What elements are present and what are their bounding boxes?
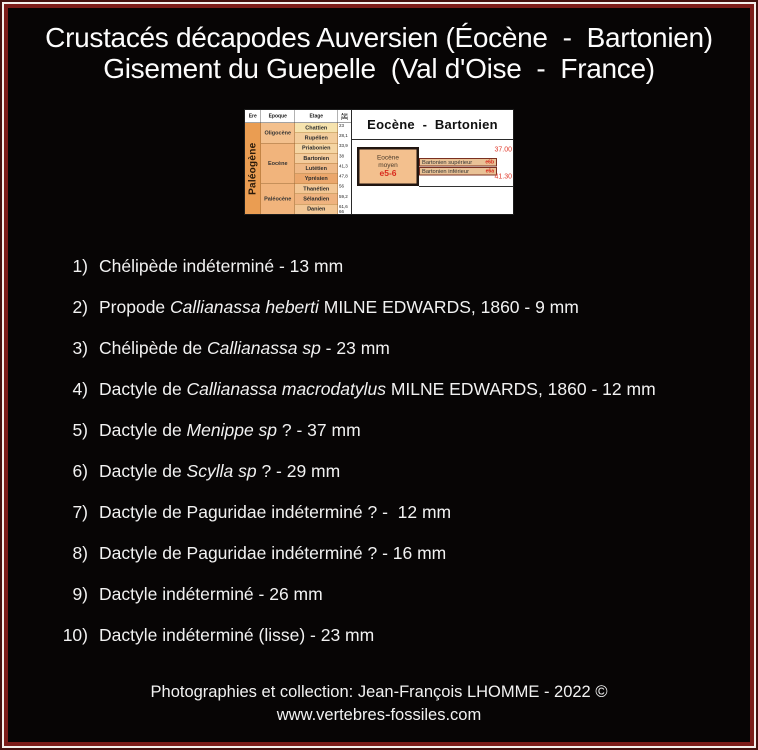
list-item xyxy=(8,462,750,481)
item-text-pre: Dactyle de xyxy=(99,379,187,399)
credits xyxy=(8,681,750,727)
eocene-moyen-box xyxy=(357,147,419,186)
item-text-pre: Dactyle de xyxy=(99,420,187,440)
item-number: 1) xyxy=(72,256,88,276)
strat-chart-inner xyxy=(244,109,514,215)
bar-code: e6b xyxy=(485,159,494,165)
age-tick: 59,2 xyxy=(339,193,348,199)
list-item xyxy=(8,298,750,317)
item-text xyxy=(99,298,579,317)
item-number: 6) xyxy=(72,461,88,481)
strat-table-body xyxy=(245,123,351,214)
era-label: Paléogène xyxy=(247,142,259,195)
age-tick: 56 xyxy=(339,183,345,189)
item-number: 2) xyxy=(72,297,88,317)
age-tick: 47,8 xyxy=(339,173,348,179)
item-text-taxon: Menippe sp xyxy=(186,420,278,440)
list-item xyxy=(8,585,750,604)
bartonien-panel xyxy=(352,110,513,214)
item-number: 5) xyxy=(72,420,88,440)
bartonien-inferieur-bar xyxy=(419,167,497,176)
credits-line: Photographies et collection: Jean-François LHOMME - 2022 © xyxy=(150,683,608,701)
item-text-post: - 23 mm xyxy=(320,338,390,358)
list-item xyxy=(8,339,750,358)
item-number: 8) xyxy=(72,543,88,563)
focus-box-line1: Eocène xyxy=(376,153,400,161)
title-line-1: Crustacés décapodes Auversien (Éocène - Bartonien) xyxy=(45,22,713,53)
strat-chart xyxy=(244,109,514,215)
stage-cell: Danien xyxy=(295,204,338,214)
item-text xyxy=(99,380,656,399)
item-number: 9) xyxy=(72,584,88,604)
focus-box-code: e5-6 xyxy=(379,168,397,178)
item-number: 10) xyxy=(62,625,88,645)
age-tick: 41,3 xyxy=(339,163,348,169)
bar-label: Bartonien inférieur xyxy=(422,168,469,175)
item-text-pre: Chélipède indéterminé - 13 mm xyxy=(99,256,344,276)
age-tick: 61,6 xyxy=(339,203,348,209)
item-text xyxy=(99,503,451,522)
list-item xyxy=(8,626,750,645)
age-tick: 33,9 xyxy=(339,143,348,149)
list-item xyxy=(8,503,750,522)
focus-box-line2: moyen xyxy=(378,161,398,169)
item-text xyxy=(99,462,340,481)
epoch-column xyxy=(261,123,295,214)
item-text-pre: Dactyle indéterminé (lisse) - 23 mm xyxy=(99,625,375,645)
header-era: Ere xyxy=(245,110,261,123)
item-text-pre: Chélipède de xyxy=(99,338,207,358)
stage-cell: Chattien xyxy=(295,123,338,133)
item-text-pre: Dactyle de Paguridae indéterminé ? - 12 mm xyxy=(99,502,452,522)
bartonien-superieur-bar xyxy=(419,158,497,167)
strat-table-header xyxy=(245,110,351,123)
bars-baseline xyxy=(419,186,513,187)
era-column xyxy=(245,123,261,214)
photo-frame-white-line xyxy=(2,2,756,748)
item-text xyxy=(99,585,323,604)
item-text-taxon: Callianassa macrodatylus xyxy=(186,379,386,399)
header-age xyxy=(338,110,351,123)
header-epoch: Epoque xyxy=(261,110,295,123)
item-text xyxy=(99,339,390,358)
list-item xyxy=(8,421,750,440)
photo-frame-red-line xyxy=(4,4,754,746)
item-text-taxon: Callianassa heberti xyxy=(170,297,319,317)
stage-cell: Rupélien xyxy=(295,133,338,143)
list-item xyxy=(8,544,750,563)
list-item xyxy=(8,257,750,276)
item-text xyxy=(99,257,343,276)
epoch-cell: Oligocène xyxy=(261,123,295,144)
item-text-pre: Dactyle de Paguridae indéterminé ? - 16 mm xyxy=(99,543,447,563)
strat-table xyxy=(245,110,352,214)
item-number: 4) xyxy=(72,379,88,399)
specimen-list xyxy=(8,257,750,645)
stage-cell: Thanétien xyxy=(295,184,338,194)
item-text-post: ? - 37 mm xyxy=(277,420,361,440)
bar-code: e6a xyxy=(485,168,494,174)
epoch-cell: Paléocène xyxy=(261,184,295,214)
plate-background xyxy=(8,8,750,742)
stage-cell: Bartonien xyxy=(295,153,338,163)
age-column xyxy=(338,123,351,214)
item-text-post: ? - 29 mm xyxy=(256,461,341,481)
header-stage: Etage xyxy=(295,110,338,123)
panel-body xyxy=(352,140,513,213)
stage-cell: Priabonien xyxy=(295,143,338,153)
age-tick: 28,1 xyxy=(339,133,348,139)
item-text xyxy=(99,626,374,645)
item-number: 3) xyxy=(72,338,88,358)
item-text-pre: Propode xyxy=(99,297,171,317)
list-item xyxy=(8,380,750,399)
age-tick: 38 xyxy=(339,153,345,159)
header-age-line1: Age xyxy=(341,112,348,117)
item-text xyxy=(99,544,446,563)
stage-cell: Lutétien xyxy=(295,164,338,174)
panel-title: Eocène - Bartonien xyxy=(352,110,513,140)
item-text-pre: Dactyle indéterminé - 26 mm xyxy=(99,584,323,604)
item-text-taxon: Callianassa sp xyxy=(207,338,321,358)
item-number: 7) xyxy=(72,502,88,522)
title-line-2: Gisement du Guepelle (Val d'Oise - France) xyxy=(103,53,655,84)
item-text-pre: Dactyle de xyxy=(99,461,187,481)
epoch-cell: Eocène xyxy=(261,144,295,185)
stage-cell: Sélandien xyxy=(295,194,338,204)
age-top-marker: 37.00 xyxy=(494,145,512,153)
item-text xyxy=(99,421,361,440)
age-bottom-marker: 41.30 xyxy=(494,172,512,180)
stage-cell: Yprésien xyxy=(295,174,338,184)
item-text-taxon: Scylla sp xyxy=(186,461,257,481)
credits-url: www.vertebres-fossiles.com xyxy=(276,706,482,724)
bartonien-bars xyxy=(419,158,497,176)
age-tick: 23 xyxy=(339,123,345,128)
page-title xyxy=(8,22,750,84)
item-text-post: MILNE EDWARDS, 1860 - 9 mm xyxy=(318,297,579,317)
age-tick: 66 xyxy=(339,209,345,214)
item-text-post: MILNE EDWARDS, 1860 - 12 mm xyxy=(385,379,656,399)
header-age-line2: (Ma) xyxy=(340,116,349,120)
stage-column xyxy=(295,123,338,214)
bar-label: Bartonien supérieur xyxy=(422,159,473,166)
